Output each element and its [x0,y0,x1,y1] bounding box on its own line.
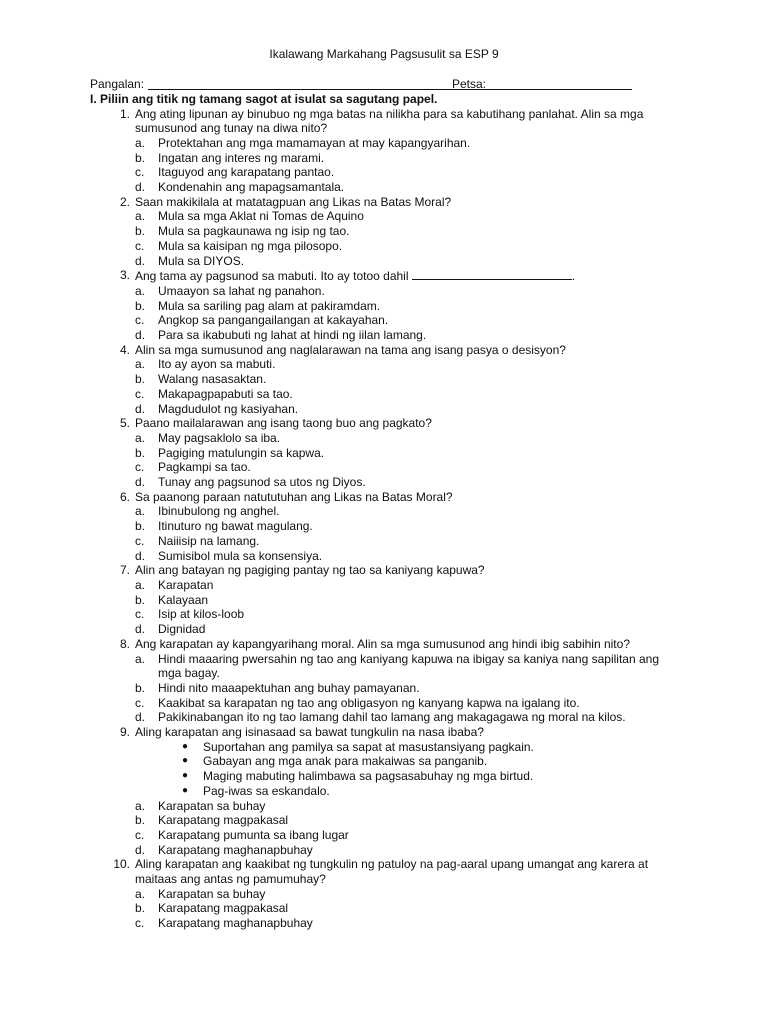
choice-text: Kalayaan [158,592,209,607]
choice-letter: c. [135,607,145,622]
question-number: 1. [119,106,130,121]
choice-text: Karapatang magpakasal [158,901,289,916]
choice-text: Ibinubulong ng anghel. [158,504,280,519]
answer-choice [0,209,768,224]
choice-letter: c. [135,695,145,710]
question-text: Ang ating lipunan ay binubuo ng mga batas na nilikha para sa kabutihang panlahat. Alin sa mga sumusunod ang tunay na diwa nito? [135,106,644,136]
answer-choice [0,328,768,343]
bullet-text: Suportahan ang pamilya sa sapat at masustansiyang pagkain. [203,739,534,754]
choice-text: Walang nasasaktan. [158,372,267,387]
question-text: Alin sa mga sumusunod ang naglalarawan na tama ang isang pasya o desisyon? [135,342,566,357]
choice-text: Pakikinabangan ito ng tao lamang dahil tao lamang ang makagagawa ng moral na kilos. [158,710,626,725]
choice-letter: b. [135,224,146,239]
bullet-text: Maging mabuting halimbawa sa pagsasabuhay ng mga birtud. [203,769,534,784]
answer-choice [0,843,768,858]
question-text: Ang karapatan ay kapangyarihang moral. Alin sa mga sumusunod ang hindi ibig sabihin nito? [135,636,630,651]
bullet-text: Pag-iwas sa eskandalo. [203,783,330,798]
question-text: Ang tama ay pagsunod sa mabuti. Ito ay totoo dahil [135,269,409,284]
answer-choice [0,284,768,299]
choice-letter: d. [135,710,146,725]
date-label: Petsa: [452,77,487,91]
answer-choice [0,180,768,195]
question-number: 3. [119,268,130,283]
choice-letter: b. [135,445,146,460]
question-item [0,725,768,740]
choice-text: Karapatang maghanapbuhay [158,916,313,931]
choice-text: Karapatan sa buhay [158,886,266,901]
choice-text: Mula sa pagkaunawa ng isip ng tao. [158,224,350,239]
choice-letter: c. [135,238,145,253]
choice-letter: a. [135,798,146,813]
question-text: Paano mailalarawan ang isang taong buo ang pagkato? [135,416,432,431]
choice-text: Ingatan ang interes ng marami. [158,150,325,165]
bullet-item [0,769,768,784]
choice-letter: d. [135,401,146,416]
choice-text: Mula sa DIYOS. [158,253,245,268]
choice-text: Hindi nito maaapektuhan ang buhay pamayanan. [158,680,420,695]
question-number: 5. [119,416,130,431]
choice-letter: c. [135,460,145,475]
choice-text: Tunay ang pagsunod sa utos ng Diyos. [158,475,366,490]
question-number: 10. [113,857,130,872]
choice-letter: d. [135,328,146,343]
answer-choice [0,681,768,696]
name-label: Pangalan: [90,77,145,91]
choice-text: May pagsaklolo sa iba. [158,430,281,445]
choice-letter: c. [135,533,145,548]
answer-choice [0,901,768,916]
choice-text: Para sa ikabubuti ng lahat at hindi ng iilan lamang. [158,328,427,343]
choice-letter: a. [135,651,146,666]
question-text: Sa paanong paraan natututuhan ang Likas na Batas Moral? [135,489,453,504]
choice-letter: a. [135,357,146,372]
answer-choice [0,136,768,151]
answer-choice [0,475,768,490]
answer-choice [0,578,768,593]
choice-text: Karapatan sa buhay [158,798,266,813]
choice-text: Itaguyod ang karapatang pantao. [158,165,335,180]
answer-choice [0,696,768,711]
choice-text: Isip at kilos-loob [158,607,245,622]
exam-title: Ikalawang Markahang Pagsusulit sa ESP 9 [269,47,499,61]
answer-choice [0,534,768,549]
bullet-icon: ● [182,755,189,767]
question-list [0,107,768,931]
bullet-text: Gabayan ang mga anak para makaiwas sa panganib. [203,754,488,769]
choice-letter: b. [135,150,146,165]
choice-letter: a. [135,283,146,298]
choice-letter: c. [135,386,145,401]
answer-choice [0,549,768,564]
choice-letter: b. [135,372,146,387]
choice-text: Itinuturo ng bawat magulang. [158,519,313,534]
bullet-icon: ● [182,784,189,796]
choice-text: Protektahan ang mga mamamayan at may kapangyarihan. [158,135,471,150]
choice-letter: a. [135,886,146,901]
choice-text: Angkop sa pangangailangan at kakayahan. [158,313,389,328]
choice-letter: a. [135,504,146,519]
choice-text: Karapatang magpakasal [158,813,289,828]
question-item [0,195,768,210]
choice-text: Kaakibat sa karapatan ng tao ang obligasyon ng kanyang kapwa na igalang ito. [158,695,580,710]
choice-text: Karapatan [158,578,214,592]
choice-text: Hindi maaaring pwersahin ng tao ang kaniyang kapuwa na ibigay sa kaniya nang sapilitan ang mga bagay. [158,651,659,681]
choice-text: Mula sa mga Aklat ni Tomas de Aquino [158,209,364,224]
choice-text: Umaayon sa lahat ng panahon. [158,283,325,298]
bullet-item [0,740,768,755]
question-item [0,563,768,578]
choice-letter: d. [135,622,146,637]
answer-choice [0,813,768,828]
answer-choice [0,799,768,814]
question-text-end: . [571,269,576,284]
answer-choice [0,299,768,314]
choice-text: Karapatang pumunta sa ibang lugar [158,827,349,842]
instructions: I. Piliin ang titik ng tamang sagot at isulat sa sagutang papel. [90,92,438,106]
choice-letter: b. [135,592,146,607]
choice-letter: c. [135,313,145,328]
student-info-row [90,77,650,92]
choice-text: Sumisibol mula sa konsensiya. [158,548,323,563]
question-text: Aling karapatan ang isinasaad sa bawat tungkulin na nasa ibaba? [135,725,484,740]
choice-text: Pagiging matulungin sa kapwa. [158,445,325,460]
answer-choice [0,519,768,534]
answer-blank [412,268,572,280]
choice-letter: c. [135,916,145,931]
choice-text: Mula sa sariling pag alam at pakiramdam. [158,298,381,313]
choice-letter: d. [135,253,146,268]
question-item [0,857,768,886]
date-blank [492,89,632,90]
bullet-icon: ● [182,770,189,782]
question-item [0,107,768,136]
answer-choice [0,151,768,166]
question-text: Aling karapatan ang kaakibat ng tungkulin ng patuloy na pag-aaral upang umangat ang karera at maitaas ang antas ng pamumuhay? [135,857,649,887]
question-number: 8. [119,636,130,651]
choice-text: Naiiisip na lamang. [158,533,260,548]
answer-choice [0,357,768,372]
bullet-item [0,754,768,769]
answer-choice [0,254,768,269]
question-number: 4. [119,342,130,357]
choice-letter: a. [135,578,146,592]
choice-letter: b. [135,519,146,534]
answer-choice [0,710,768,725]
answer-choice [0,652,768,681]
answer-choice [0,504,768,519]
choice-text: Karapatang maghanapbuhay [158,842,313,857]
choice-letter: b. [135,298,146,313]
choice-letter: a. [135,135,146,150]
question-number: 2. [119,194,130,209]
question-item [0,416,768,431]
choice-letter: d. [135,842,146,857]
answer-choice [0,916,768,931]
bullet-item [0,784,768,799]
choice-letter: c. [135,827,145,842]
choice-letter: a. [135,209,146,224]
choice-text: Ito ay ayon sa mabuti. [158,357,276,372]
choice-text: Pagkampi sa tao. [158,460,251,475]
answer-choice [0,431,768,446]
question-text: Saan makikilala at matatagpuan ang Likas na Batas Moral? [135,194,452,209]
choice-text: Dignidad [158,622,206,637]
bullet-icon: ● [182,740,189,752]
answer-choice [0,313,768,328]
choice-letter: b. [135,901,146,916]
choice-text: Makapagpapabuti sa tao. [158,386,293,401]
choice-letter: d. [135,548,146,563]
choice-letter: c. [135,165,145,180]
answer-choice [0,165,768,180]
answer-choice [0,593,768,608]
answer-choice [0,387,768,402]
choice-letter: d. [135,475,146,490]
choice-text: Magdudulot ng kasiyahan. [158,401,299,416]
choice-text: Mula sa kaisipan ng mga pilosopo. [158,238,343,253]
question-item [0,268,768,284]
question-number: 6. [119,489,130,504]
answer-choice [0,622,768,637]
answer-choice [0,239,768,254]
answer-choice [0,446,768,461]
choice-letter: b. [135,813,146,828]
answer-choice [0,607,768,622]
choice-letter: a. [135,430,146,445]
choice-letter: b. [135,680,146,695]
answer-choice [0,460,768,475]
choice-text: Kondenahin ang mapagsamantala. [158,180,345,195]
answer-choice [0,372,768,387]
answer-choice [0,828,768,843]
question-item [0,343,768,358]
question-number: 7. [119,563,130,578]
answer-choice [0,887,768,902]
question-number: 9. [119,725,130,740]
question-item [0,637,768,652]
choice-letter: d. [135,180,146,195]
answer-choice [0,402,768,417]
question-item [0,490,768,505]
name-blank [148,89,496,90]
question-text: Alin ang batayan ng pagiging pantay ng tao sa kaniyang kapuwa? [135,563,485,578]
answer-choice [0,224,768,239]
